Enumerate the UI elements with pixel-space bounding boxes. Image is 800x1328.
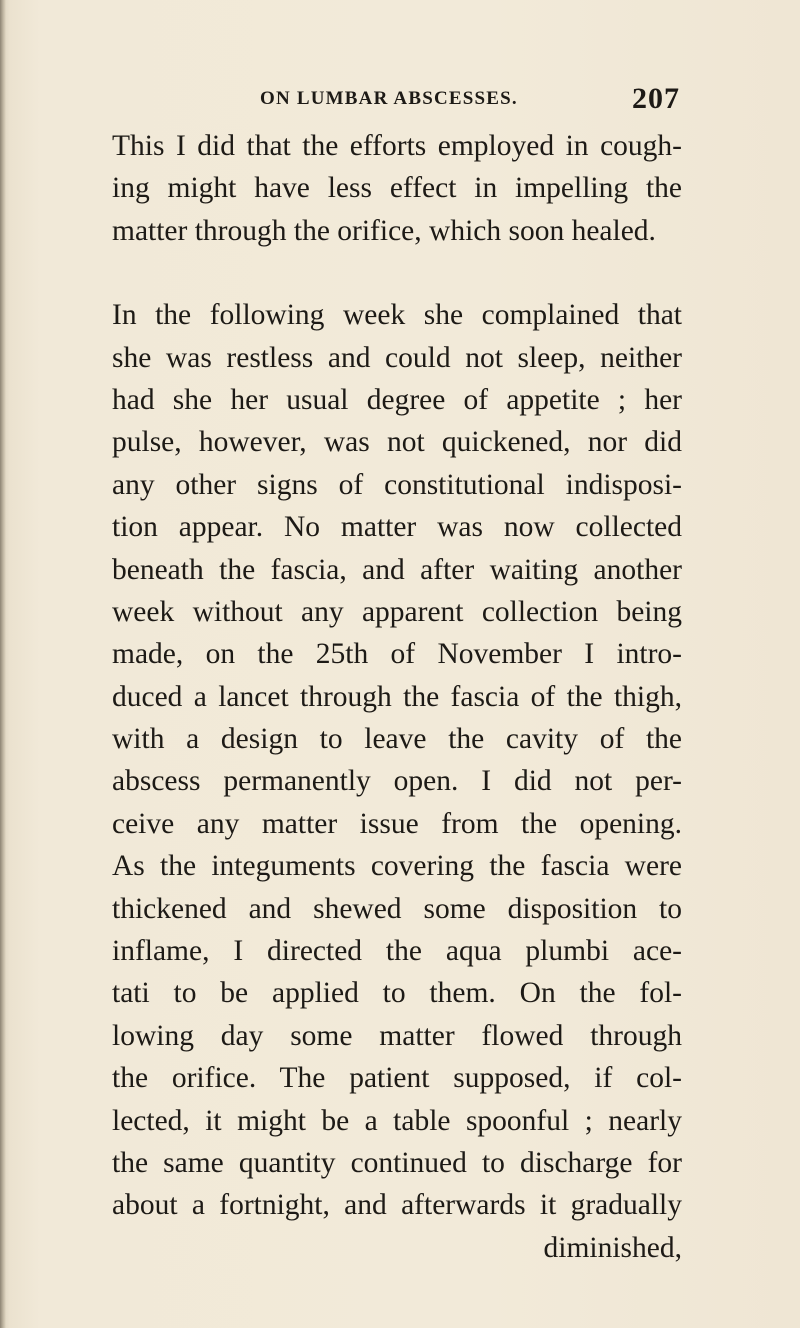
text-line: thickened and shewed some disposition to bbox=[112, 892, 682, 925]
text-line: beneath the fascia, and after waiting another bbox=[112, 553, 682, 586]
text-line: she was restless and could not sleep, neither bbox=[112, 341, 682, 374]
text-line: the orifice. The patient supposed, if col- bbox=[112, 1062, 682, 1095]
body-text bbox=[112, 125, 682, 1269]
page-number: 207 bbox=[632, 82, 680, 115]
text-line: with a design to leave the cavity of the bbox=[112, 723, 682, 756]
text-line: lowing day some matter flowed through bbox=[112, 1019, 682, 1052]
text-line: any other signs of constitutional indisposi- bbox=[112, 468, 682, 501]
text-line: ceive any matter issue from the opening. bbox=[112, 807, 682, 840]
text-line: made, on the 25th of November I intro- bbox=[112, 638, 682, 671]
running-title: ON LUMBAR ABSCESSES. bbox=[260, 88, 518, 109]
text-line: ing might have less effect in impelling the bbox=[112, 172, 682, 205]
text-line: lected, it might be a table spoonful ; nearly bbox=[112, 1104, 682, 1137]
text-line: In the following week she complained that bbox=[112, 299, 682, 332]
paragraph-2 bbox=[112, 294, 682, 1269]
text-line: As the integuments covering the fascia were bbox=[112, 850, 682, 883]
text-line: tati to be applied to them. On the fol- bbox=[112, 977, 682, 1010]
paragraph-gap bbox=[112, 252, 682, 294]
text-line: duced a lancet through the fascia of the thigh, bbox=[112, 680, 682, 713]
paragraph-1 bbox=[112, 125, 682, 252]
catchword-line: diminished, bbox=[543, 1231, 682, 1264]
text-line: tion appear. No matter was now collected bbox=[112, 511, 682, 544]
text-line: week without any apparent collection being bbox=[112, 595, 682, 628]
text-line: matter through the orifice, which soon healed. bbox=[112, 214, 656, 247]
text-line: inflame, I directed the aqua plumbi ace- bbox=[112, 935, 682, 968]
text-line: abscess permanently open. I did not per- bbox=[112, 765, 682, 798]
text-line: the same quantity continued to discharge for bbox=[112, 1146, 682, 1179]
text-line: about a fortnight, and afterwards it gradually bbox=[112, 1189, 682, 1222]
text-line: This I did that the efforts employed in cough- bbox=[112, 130, 682, 162]
text-line: had she her usual degree of appetite ; her bbox=[112, 383, 682, 416]
binding-edge bbox=[0, 0, 6, 1328]
text-line: pulse, however, was not quickened, nor did bbox=[112, 426, 682, 459]
running-head bbox=[260, 82, 680, 118]
